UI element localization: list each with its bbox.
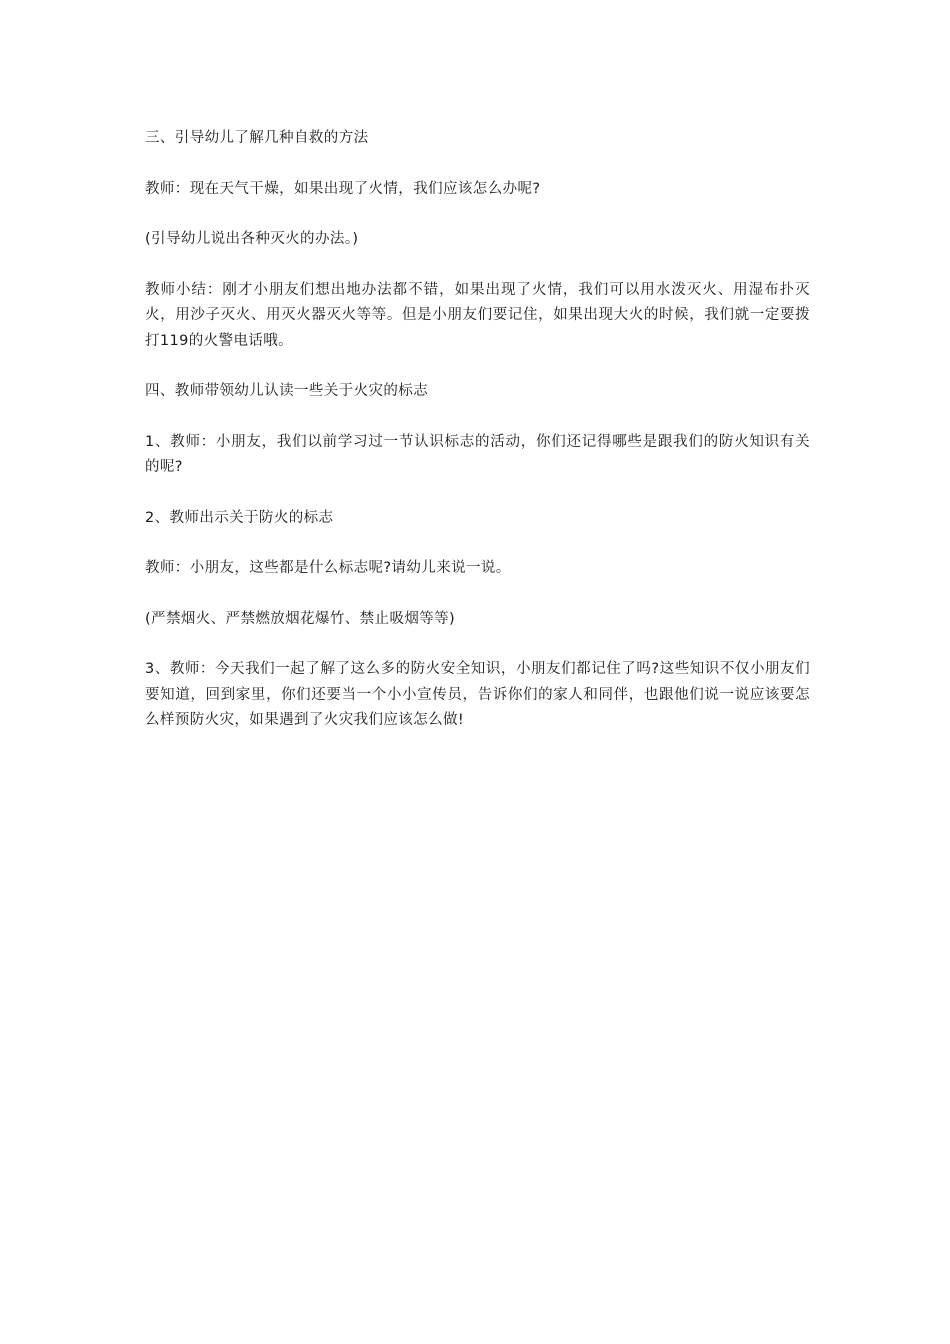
step-2: 2、教师出示关于防火的标志 <box>145 509 334 526</box>
section-heading-self-rescue: 三、引导幼儿了解几种自救的方法 <box>145 130 369 146</box>
teacher-sign-question: 教师：小朋友，这些都是什么标志呢?请幼儿来说一说。 <box>145 560 511 576</box>
step-3: 3、教师：今天我们一起了解了这么多的防火安全知识，小朋友们都记住了吗?这些知识不仅小朋友们要知道，回到家里，你们还要当一个小小宣传员，告诉你们的家人和同伴，也跟他们说一说应该要怎么样预防火灾，如果遇到了火灾我们应该怎么做! <box>145 661 810 728</box>
sign-examples: (严禁烟火、严禁燃放烟花爆竹、禁止吸烟等等) <box>145 610 456 627</box>
guidance-note: (引导幼儿说出各种灭火的办法。) <box>145 231 359 247</box>
step-1: 1、教师：小朋友，我们以前学习过一节认识标志的活动，你们还记得哪些是跟我们的防火知识有关的呢? <box>145 433 810 475</box>
teacher-question: 教师：现在天气干燥，如果出现了火情，我们应该怎么办呢? <box>145 180 541 197</box>
teacher-summary: 教师小结：刚才小朋友们想出地办法都不错，如果出现了火情，我们可以用水泼灭火、用湿布扑灭火，用沙子灭火、用灭火器灭火等等。但是小朋友们要记住，如果出现大火的时候，我们就一定要拨打119的火警电话哦。 <box>145 281 810 349</box>
document-page <box>145 126 810 759</box>
section-heading-fire-signs: 四、教师带领幼儿认读一些关于火灾的标志 <box>145 383 429 399</box>
